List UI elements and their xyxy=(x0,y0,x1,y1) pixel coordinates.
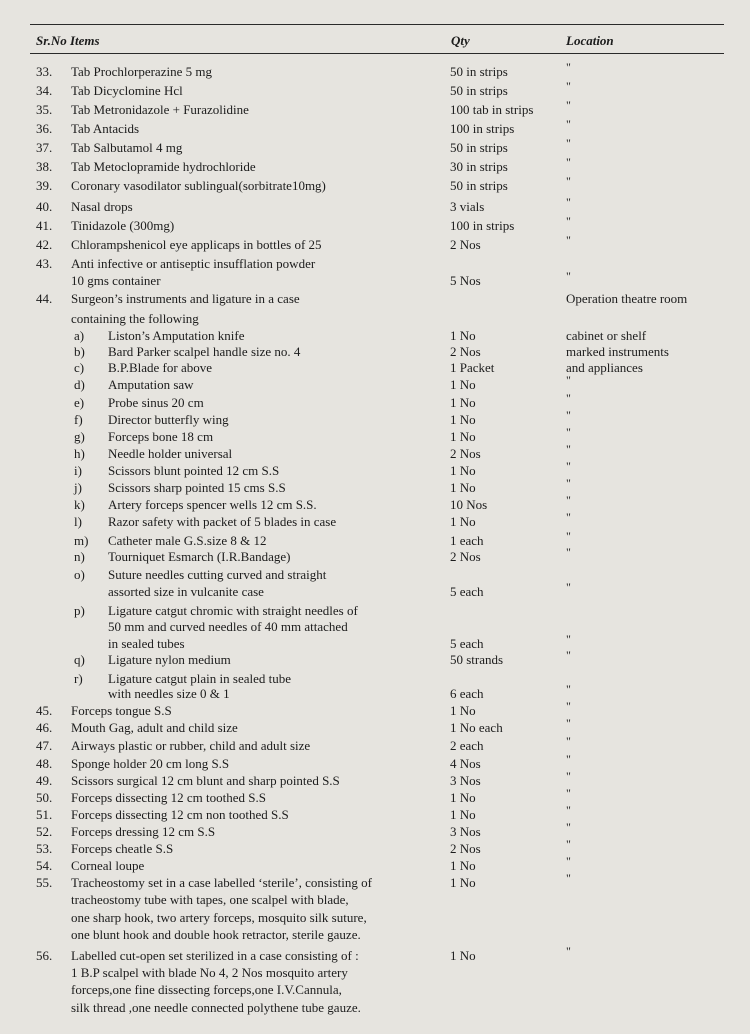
item-description: Forceps dressing 12 cm S.S xyxy=(71,824,216,839)
header-qty: Qty xyxy=(451,33,470,48)
item-description: silk thread ,one needle connected polythene tube gauze. xyxy=(71,1000,361,1015)
ditto-mark: " xyxy=(566,803,571,817)
sub-item-letter: g) xyxy=(74,429,85,444)
item-number: 33. xyxy=(36,64,53,79)
sub-item-letter: r) xyxy=(74,671,83,686)
item-quantity: 3 Nos xyxy=(450,773,481,788)
item-quantity: 1 each xyxy=(450,533,484,548)
item-quantity: 1 Packet xyxy=(450,360,495,375)
item-quantity: 50 strands xyxy=(450,652,504,667)
item-description: Probe sinus 20 cm xyxy=(108,395,204,410)
item-description: B.P.Blade for above xyxy=(108,360,212,375)
item-description: Amputation saw xyxy=(108,377,194,392)
item-quantity: 50 in strips xyxy=(450,140,508,155)
item-quantity: 1 No xyxy=(450,377,476,392)
item-description: Scissors blunt pointed 12 cm S.S xyxy=(108,463,280,478)
item-location: cabinet or shelf xyxy=(566,328,647,343)
item-description: forceps,one fine dissecting forceps,one I.V.Cannula, xyxy=(71,982,342,997)
item-number: 35. xyxy=(36,102,53,117)
ditto-mark: " xyxy=(566,716,571,730)
item-description: Airways plastic or rubber, child and adult size xyxy=(71,738,311,753)
header-rule xyxy=(30,53,724,54)
item-quantity: 2 Nos xyxy=(450,446,481,461)
item-description: Bard Parker scalpel handle size no. 4 xyxy=(108,344,301,359)
ditto-mark: " xyxy=(566,214,571,228)
sub-item-letter: p) xyxy=(74,603,85,618)
item-description: Tab Metronidazole + Furazolidine xyxy=(71,102,249,117)
ditto-mark: " xyxy=(566,136,571,150)
item-quantity: 1 No xyxy=(450,875,476,890)
ditto-mark: " xyxy=(566,648,571,662)
ditto-mark: " xyxy=(566,769,571,783)
item-number: 45. xyxy=(36,703,53,718)
item-number: 48. xyxy=(36,756,53,771)
item-description: Forceps dissecting 12 cm non toothed S.S xyxy=(71,807,289,822)
sub-item-letter: l) xyxy=(74,514,82,529)
item-description: assorted size in vulcanite case xyxy=(108,584,264,599)
item-quantity: 5 each xyxy=(450,584,484,599)
item-number: 46. xyxy=(36,720,53,735)
item-description: Forceps cheatle S.S xyxy=(71,841,174,856)
item-description: Chlorampshenicol eye applicaps in bottles of 25 xyxy=(71,237,322,252)
ditto-mark: " xyxy=(566,98,571,112)
item-number: 50. xyxy=(36,790,53,805)
item-description: Anti infective or antiseptic insufflation powder xyxy=(71,256,316,271)
item-quantity: 2 Nos xyxy=(450,344,481,359)
ditto-mark: " xyxy=(566,174,571,188)
item-number: 51. xyxy=(36,807,53,822)
item-description: Forceps bone 18 cm xyxy=(108,429,214,444)
item-description: Nasal drops xyxy=(71,199,133,214)
ditto-mark: " xyxy=(566,944,571,958)
sub-item-letter: m) xyxy=(74,533,89,548)
item-description: Tourniquet Esmarch (I.R.Bandage) xyxy=(108,549,291,564)
item-number: 37. xyxy=(36,140,53,155)
item-description: Labelled cut-open set sterilized in a case consisting of : xyxy=(71,948,359,963)
item-description: 10 gms container xyxy=(71,273,161,288)
ditto-mark: " xyxy=(566,682,571,696)
item-number: 53. xyxy=(36,841,53,856)
item-quantity: 50 in strips xyxy=(450,178,508,193)
item-description: Tab Antacids xyxy=(71,121,140,136)
top-rule xyxy=(30,24,724,25)
item-description: one blunt hook and double hook retractor, sterile gauze. xyxy=(71,927,361,942)
item-number: 36. xyxy=(36,121,53,136)
item-quantity: 100 tab in strips xyxy=(450,102,534,117)
item-description: Tab Salbutamol 4 mg xyxy=(71,140,183,155)
item-description: Liston’s Amputation knife xyxy=(108,328,245,343)
item-quantity: 1 No xyxy=(450,395,476,410)
item-location: marked instruments xyxy=(566,344,669,359)
item-description: Suture needles cutting curved and straight xyxy=(108,567,327,582)
item-quantity: 2 each xyxy=(450,738,484,753)
ditto-mark: " xyxy=(566,493,571,507)
item-description: Ligature catgut chromic with straight needles of xyxy=(108,603,358,618)
item-quantity: 1 No xyxy=(450,328,476,343)
item-description: 1 B.P scalpel with blade No 4, 2 Nos mosquito artery xyxy=(71,965,348,980)
item-description: Tab Metoclopramide hydrochloride xyxy=(71,159,256,174)
item-description: Catheter male G.S.size 8 & 12 xyxy=(108,533,267,548)
item-quantity: 2 Nos xyxy=(450,237,481,252)
ditto-mark: " xyxy=(566,820,571,834)
item-quantity: 50 in strips xyxy=(450,83,508,98)
item-description: Needle holder universal xyxy=(108,446,233,461)
item-description: Ligature catgut plain in sealed tube xyxy=(108,671,292,686)
item-number: 56. xyxy=(36,948,53,963)
item-quantity: 5 Nos xyxy=(450,273,481,288)
item-description: Tracheostomy set in a case labelled ‘sterile’, consisting of xyxy=(71,875,372,890)
item-quantity: 1 No xyxy=(450,412,476,427)
ditto-mark: " xyxy=(566,195,571,209)
ditto-mark: " xyxy=(566,408,571,422)
item-quantity: 1 No xyxy=(450,948,476,963)
item-number: 38. xyxy=(36,159,53,174)
ditto-mark: " xyxy=(566,117,571,131)
ditto-mark: " xyxy=(566,442,571,456)
item-quantity: 50 in strips xyxy=(450,64,508,79)
item-quantity: 2 Nos xyxy=(450,841,481,856)
ditto-mark: " xyxy=(566,476,571,490)
ditto-mark: " xyxy=(566,60,571,74)
item-location: Operation theatre room xyxy=(566,291,688,306)
item-description: Razor safety with packet of 5 blades in case xyxy=(108,514,337,529)
ditto-mark: " xyxy=(566,580,571,594)
ditto-mark: " xyxy=(566,529,571,543)
sub-item-letter: e) xyxy=(74,395,85,410)
item-description: containing the following xyxy=(71,311,199,326)
item-description: Scissors surgical 12 cm blunt and sharp pointed S.S xyxy=(71,773,340,788)
item-number: 49. xyxy=(36,773,53,788)
item-location: and appliances xyxy=(566,360,643,375)
sub-item-letter: f) xyxy=(74,412,83,427)
item-number: 52. xyxy=(36,824,53,839)
item-number: 39. xyxy=(36,178,53,193)
item-number: 54. xyxy=(36,858,53,873)
item-number: 40. xyxy=(36,199,53,214)
item-quantity: 1 No xyxy=(450,463,476,478)
item-quantity: 10 Nos xyxy=(450,497,488,512)
ditto-mark: " xyxy=(566,699,571,713)
sub-item-letter: k) xyxy=(74,497,85,512)
ditto-mark: " xyxy=(566,545,571,559)
item-quantity: 5 each xyxy=(450,636,484,651)
ditto-mark: " xyxy=(566,425,571,439)
item-quantity: 1 No xyxy=(450,790,476,805)
item-description: Director butterfly wing xyxy=(108,412,229,427)
item-description: in sealed tubes xyxy=(108,636,185,651)
item-description: Surgeon’s instruments and ligature in a case xyxy=(71,291,300,306)
item-description: Tab Prochlorperazine 5 mg xyxy=(71,64,212,79)
item-number: 34. xyxy=(36,83,53,98)
header-srno-items: Sr.No Items xyxy=(36,33,100,48)
sub-item-letter: h) xyxy=(74,446,85,461)
item-description: Corneal loupe xyxy=(71,858,145,873)
item-description: with needles size 0 & 1 xyxy=(108,686,230,701)
item-description: Artery forceps spencer wells 12 cm S.S. xyxy=(108,497,317,512)
item-quantity: 30 in strips xyxy=(450,159,508,174)
item-quantity: 3 vials xyxy=(450,199,485,214)
item-description: Coronary vasodilator sublingual(sorbitrate10mg) xyxy=(71,178,326,193)
ditto-mark: " xyxy=(566,752,571,766)
item-quantity: 1 No xyxy=(450,429,476,444)
item-description: tracheostomy tube with tapes, one scalpel with blade, xyxy=(71,892,349,907)
sub-item-letter: b) xyxy=(74,344,85,359)
item-description: Forceps tongue S.S xyxy=(71,703,172,718)
item-quantity: 1 No xyxy=(450,807,476,822)
item-description: Tab Dicyclomine Hcl xyxy=(71,83,183,98)
item-quantity: 1 No each xyxy=(450,720,503,735)
item-description: Scissors sharp pointed 15 cms S.S xyxy=(108,480,286,495)
ditto-mark: " xyxy=(566,391,571,405)
ditto-mark: " xyxy=(566,632,571,646)
ditto-mark: " xyxy=(566,786,571,800)
ditto-mark: " xyxy=(566,233,571,247)
ditto-mark: " xyxy=(566,79,571,93)
item-number: 55. xyxy=(36,875,53,890)
sub-item-letter: i) xyxy=(74,463,82,478)
header-location: Location xyxy=(566,33,614,48)
item-description: 50 mm and curved needles of 40 mm attached xyxy=(108,619,348,634)
ditto-mark: " xyxy=(566,373,571,387)
item-description: Sponge holder 20 cm long S.S xyxy=(71,756,230,771)
item-description: Ligature nylon medium xyxy=(108,652,231,667)
item-number: 43. xyxy=(36,256,53,271)
ditto-mark: " xyxy=(566,734,571,748)
item-quantity: 1 No xyxy=(450,858,476,873)
sub-item-letter: a) xyxy=(74,328,85,343)
sub-item-letter: c) xyxy=(74,360,85,375)
item-number: 44. xyxy=(36,291,53,306)
item-quantity: 4 Nos xyxy=(450,756,481,771)
sub-item-letter: n) xyxy=(74,549,85,564)
item-description: Tinidazole (300mg) xyxy=(71,218,175,233)
item-number: 47. xyxy=(36,738,53,753)
item-description: Forceps dissecting 12 cm toothed S.S xyxy=(71,790,266,805)
item-quantity: 100 in strips xyxy=(450,218,515,233)
ditto-mark: " xyxy=(566,837,571,851)
ditto-mark: " xyxy=(566,871,571,885)
ditto-mark: " xyxy=(566,459,571,473)
item-quantity: 3 Nos xyxy=(450,824,481,839)
sub-item-letter: o) xyxy=(74,567,85,582)
item-quantity: 1 No xyxy=(450,514,476,529)
item-quantity: 1 No xyxy=(450,480,476,495)
item-quantity: 2 Nos xyxy=(450,549,481,564)
sub-item-letter: j) xyxy=(74,480,82,495)
item-number: 41. xyxy=(36,218,53,233)
ditto-mark: " xyxy=(566,155,571,169)
item-quantity: 100 in strips xyxy=(450,121,515,136)
item-number: 42. xyxy=(36,237,53,252)
ditto-mark: " xyxy=(566,269,571,283)
sub-item-letter: q) xyxy=(74,652,85,667)
item-quantity: 6 each xyxy=(450,686,484,701)
item-description: one sharp hook, two artery forceps, mosquito silk suture, xyxy=(71,910,367,925)
item-quantity: 1 No xyxy=(450,703,476,718)
item-description: Mouth Gag, adult and child size xyxy=(71,720,238,735)
ditto-mark: " xyxy=(566,854,571,868)
ditto-mark: " xyxy=(566,510,571,524)
sub-item-letter: d) xyxy=(74,377,85,392)
